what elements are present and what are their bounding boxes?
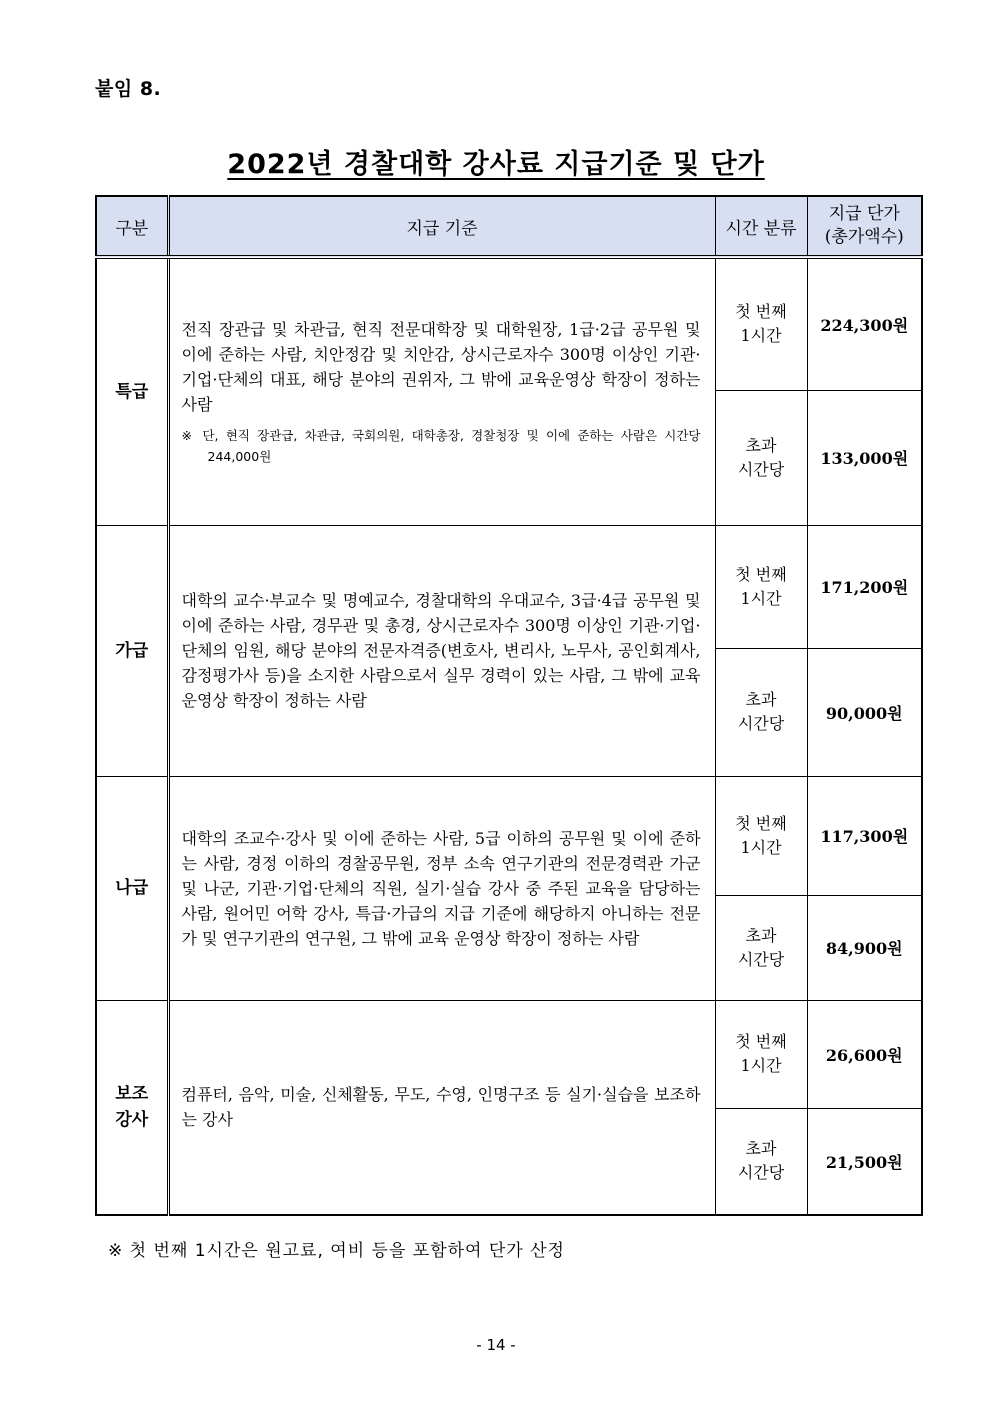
category-cell — [96, 525, 168, 776]
time-label-line2: 1시간 — [740, 1056, 782, 1075]
table-row — [96, 257, 922, 390]
price-extra-hour: 84,900원 — [807, 895, 922, 1000]
criteria-cell — [168, 257, 715, 525]
price-first-hour: 117,300원 — [807, 776, 922, 895]
header-category: 구분 — [96, 196, 168, 257]
category-label: 나급 — [115, 878, 149, 898]
criteria-text: 대학의 교수·부교수 및 명예교수, 경찰대학의 우대교수, 3급·4급 공무원 및 이에 준하는 사람, 경무관 및 총경, 상시근로자수 300명 이상인 기관·기업·단체의 임원, 해당 분야의 전문자격증(변호사, 변리사, 노무사, 공인회계사, 감정평가사 등)을 소지한 사람으로서 실무 경력이 있는 사람, 그 밖에 교육운영상 학장이 정하는 사람 — [181, 591, 701, 710]
price-first-hour: 224,300원 — [807, 257, 922, 390]
time-label-line2: 1시간 — [740, 837, 782, 857]
page-number: - 14 - — [476, 1336, 516, 1354]
criteria-text: 전직 장관급 및 차관급, 현직 전문대학장 및 대학원장, 1급·2급 공무원 및 이에 준하는 사람, 치안정감 및 치안감, 상시근로자수 300명 이상인 기관·기업·단체의 대표, 해당 분야의 권위자, 그 밖에 교육운영상 학장이 정하는 사람 — [181, 319, 701, 414]
category-label-line1: 보조 — [115, 1084, 149, 1105]
rate-table — [95, 195, 923, 1216]
table-row — [96, 525, 922, 648]
time-label-line2: 시간당 — [737, 459, 785, 479]
time-first-hour — [715, 1000, 807, 1108]
time-label-line1: 초과 — [745, 690, 777, 709]
criteria-note: ※ 단, 현직 장관급, 차관급, 국회의원, 대학총장, 경찰청장 및 이에 준하는 사람은 시간당 244,000원 — [181, 427, 701, 464]
price-first-hour: 26,600원 — [807, 1000, 922, 1108]
time-label-line2: 시간당 — [737, 949, 785, 969]
price-extra-hour: 90,000원 — [807, 648, 922, 776]
time-label-line1: 초과 — [745, 435, 777, 455]
time-label-line1: 초과 — [745, 925, 777, 945]
criteria-text: 대학의 조교수·강사 및 이에 준하는 사람, 5급 이하의 공무원 및 이에 준하는 사람, 경정 이하의 경찰공무원, 정부 소속 연구기관의 전문경력관 가군 및 나군, 기관·기업·단체의 직원, 실기·실습 강사 중 주된 교육을 담당하는 사람, 원어민 어학 강사, 특급·가급의 지급 기준에 해당하지 아니하는 전문가 및 연구기관의 연구원, 그 밖에 교육 운영상 학장이 정하는 사람 — [181, 828, 701, 948]
criteria-cell — [168, 1000, 715, 1215]
header-rate-line1: 지급 단가 — [828, 204, 900, 224]
criteria-cell — [168, 776, 715, 1000]
time-label-line1: 첫 번째 — [735, 302, 787, 322]
time-first-hour — [715, 776, 807, 895]
time-label-line1: 첫 번째 — [735, 813, 787, 833]
attachment-label: 붙임 8. — [95, 78, 162, 100]
header-time-class: 시간 분류 — [715, 196, 807, 257]
time-extra-hour — [715, 1108, 807, 1215]
category-cell — [96, 257, 168, 525]
price-first-hour: 171,200원 — [807, 525, 922, 648]
time-label-line1: 첫 번째 — [735, 564, 787, 584]
price-extra-hour: 133,000원 — [807, 390, 922, 525]
category-label-line2: 강사 — [115, 1110, 149, 1131]
category-cell — [96, 1000, 168, 1215]
time-extra-hour — [715, 648, 807, 776]
time-first-hour — [715, 257, 807, 390]
time-first-hour — [715, 525, 807, 648]
footnote: ※ 첫 번째 1시간은 원고료, 여비 등을 포함하여 단가 산정 — [108, 1241, 565, 1261]
header-rate-line2: (총가액수) — [824, 227, 904, 247]
table-row — [96, 776, 922, 895]
criteria-text: 컴퓨터, 음악, 미술, 신체활동, 무도, 수영, 인명구조 등 실기·실습을 보조하는 강사 — [181, 1085, 701, 1130]
time-label-line2: 1시간 — [740, 326, 782, 346]
category-label: 가급 — [115, 640, 149, 661]
time-extra-hour — [715, 390, 807, 525]
criteria-cell — [168, 525, 715, 776]
header-rate — [807, 196, 922, 257]
time-label-line1: 첫 번째 — [735, 1032, 787, 1051]
category-label: 특급 — [115, 381, 149, 402]
time-label-line2: 시간당 — [737, 1163, 785, 1183]
header-criteria: 지급 기준 — [168, 196, 715, 257]
table-header-row — [96, 196, 922, 257]
document-title: 2022년 경찰대학 강사료 지급기준 및 단가 — [227, 149, 765, 180]
table-row — [96, 1000, 922, 1108]
category-cell — [96, 776, 168, 1000]
time-label-line1: 초과 — [745, 1139, 777, 1159]
time-label-line2: 시간당 — [737, 714, 785, 733]
time-extra-hour — [715, 895, 807, 1000]
time-label-line2: 1시간 — [740, 588, 782, 608]
price-extra-hour: 21,500원 — [807, 1108, 922, 1215]
